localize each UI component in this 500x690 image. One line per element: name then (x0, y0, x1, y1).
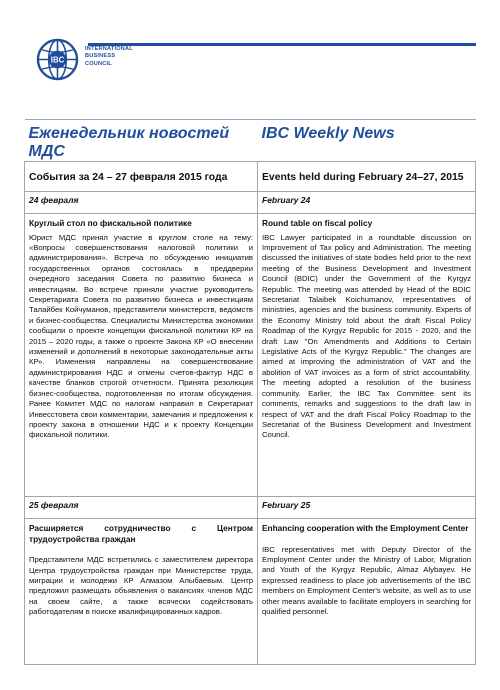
news-title-en: Round table on fiscal policy (262, 218, 373, 228)
masthead-en: IBC Weekly News (261, 125, 395, 142)
news-date-ru: 24 февраля (29, 195, 79, 205)
date-bar-en (258, 500, 475, 519)
page-header (36, 38, 476, 86)
period-ru: События за 24 – 27 февраля 2015 года (29, 172, 228, 183)
logo-label: IBC (50, 55, 65, 65)
org-name (85, 46, 133, 68)
newsletter-table (24, 119, 476, 665)
org-name-line2: BUSINESS (85, 53, 116, 60)
date-bar-ru (25, 195, 257, 214)
news-item-ru (25, 192, 258, 497)
date-bar-ru (25, 500, 257, 519)
news-body-ru: Юрист МДС принял участие в круглом столе на тему: «Вопросы совершенствования налоговой политики и администрирования». Встреча по обсуждению инициатив государственных органов состоялась в преддверии очередного заседания Совета по развитию бизнеса и инвестициям. Во встрече приняли участие руководитель Секретариата Совета по развитию бизнеса и инвестициям Талайбек Койчуманов, представители министерств, ведомств и бизнес-сообщества. Специалисты Министерства экономики сообщили о проекте концепции фискальной политики КР на 2015 – 2020 годы, а также о проекте Закона КР «О внесении изменений и дополнений в некоторые законодательные акты КР». Изменения направлены на совершенствование администрирования НДС и отмены счетов-фактур НДС в качестве бланков строгой отчетности. Принята резолюция бизнес-сообщества, подготовленная по итогам обсуждения. Ранее Комитет МДС по налогам направил в Секретариат Инвесстовета свои комментарии, замечания и предложения к проекту закона в отношении НДС и к проекту Концепции фискальной политики. (29, 232, 253, 440)
period-ru-cell (25, 162, 258, 192)
news-title-en: Enhancing cooperation with the Employment Center (262, 523, 469, 533)
masthead-ru: Еженедельник новостей МДС (28, 125, 230, 160)
news-title-ru: Расширяется сотрудничество с Центром трудоустройства граждан (29, 523, 253, 544)
org-name-line1: INTERNATIONAL (85, 46, 133, 52)
news-date-ru: 25 февраля (29, 500, 79, 510)
ibc-globe-logo-icon (36, 38, 79, 81)
news-body-en: IBC representatives met with Deputy Director of the Employment Center under the Ministry of Labor, Migration and Youth of the Kyrgyz Republic, Almaz Alybayev. He expressed readiness to place job advertisements of the IBC members on Employment Center's website, as well as to use other means available to facilitate employers in searching for qualified personnel. (262, 544, 471, 617)
org-name-line3: COUNCIL (85, 60, 112, 67)
period-en-cell (258, 162, 476, 192)
news-item-ru (25, 497, 258, 665)
masthead-en-cell (258, 120, 476, 162)
news-date-en: February 25 (262, 500, 311, 510)
news-item-en (258, 192, 476, 497)
date-bar-en (258, 195, 475, 214)
news-date-en: February 24 (262, 195, 311, 205)
header-rule (88, 43, 476, 46)
news-body-ru: Представители МДС встретились с заместителем директора Центра трудоустройства граждан при Министерстве труда, миграции и молодежи КР Алмазом Алыбаевым. Центр предложил размещать объявления о вакансиях членов МДС на своем сайте, а также всячески содействовать работодателям в поиске квалифицированных кадров. (29, 555, 253, 617)
period-en: Events held during February 24–27, 2015 (262, 172, 464, 183)
news-item-en (258, 497, 476, 665)
news-title-ru: Круглый стол по фискальной политике (29, 218, 192, 228)
news-body-en: IBC Lawyer participated in a roundtable discussion on Improvement of Tax policy and Administration. The meeting discussed the initiatives of state bodies held prior to the next meeting of the Business Development and Investment Council (BDIC) under the Government of the Kyrgyz Republic. The meeting was attended by Head of the BDIC Secretariat Talaibek Koichumanov, representatives of ministries, agencies and the business community. Experts of the Economy Ministry told about the draft Fiscal Policy Roadmap of the Kyrgyz Republic for 2015 - 2020, and the draft Law "On Amendments and Additions to Certain Legislative Acts of the Kyrgyz Republic." The changes are aimed at improving the administration of VAT and the abolition of VAT invoices as a form of strict accountability. The meeting adopted a resolution of the business community. Earlier, the IBC Tax Committee sent its comments, remarks and suggestions to the draft law in respect of VAT and the draft Fiscal Policy Roadmap to the Secretariat of the Business Development and Investment Council. (262, 232, 471, 440)
masthead-ru-cell (25, 120, 258, 162)
